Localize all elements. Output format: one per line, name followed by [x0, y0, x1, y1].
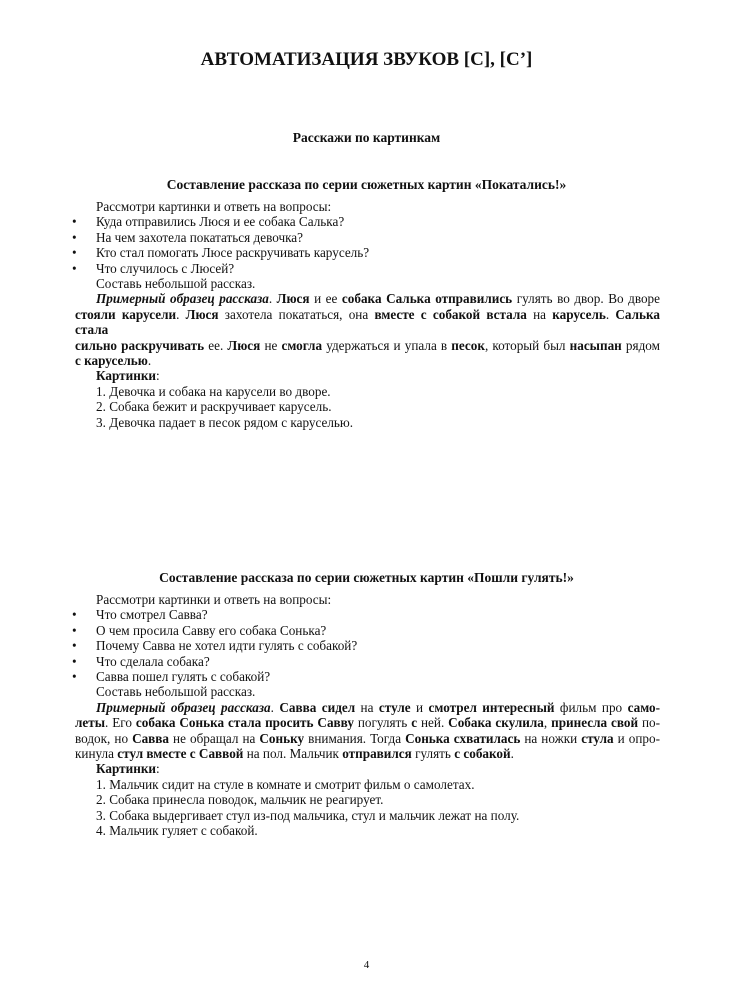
picture-item: 1. Девочка и собака на карусели во дворе. [96, 383, 331, 399]
bullet-icon: • [72, 669, 77, 685]
bullet-icon: • [72, 214, 77, 230]
story-bold-text: леты [75, 715, 106, 731]
picture-item: 3. Девочка падает в песок рядом с каруселью. [96, 414, 354, 430]
bullet-icon: • [72, 653, 77, 669]
story-text: . [268, 291, 277, 307]
question-text: Что смотрел Савва? [96, 607, 208, 623]
story-bold-text: Соньку [259, 730, 305, 746]
story-text: захотела покататься, она [218, 306, 375, 322]
story-bold-text: Люся [185, 306, 219, 322]
questions-intro: Рассмотри картинки и ответь на вопросы: [96, 592, 332, 607]
section-heading-1: Составление рассказа по серии сюжетных картин «Покатались!» [166, 177, 567, 192]
story-text: на пол. Мальчик [243, 746, 343, 762]
story-text: внимания. Тогда [304, 730, 406, 746]
story-text: на ножки [520, 730, 582, 746]
story-text: не [260, 337, 282, 353]
story-bold-text: само- [627, 699, 660, 715]
question-text: Кто стал помогать Люсе раскручивать карусель? [96, 245, 370, 261]
story-bold-text: Примерный образец рассказа [96, 291, 269, 307]
story-bold-text: смотрел интересный [428, 699, 555, 715]
task-text: Составь небольшой рассказ. [96, 684, 256, 700]
bullet-icon: • [72, 229, 77, 245]
story-line [75, 715, 660, 730]
page-number: 4 [363, 959, 370, 971]
question-text: Что случилось с Люсей? [96, 260, 235, 276]
picture-item: 1. Мальчик сидит на стуле в комнате и смотрит фильм о самолетах. [96, 776, 475, 792]
bullet-icon: • [72, 638, 77, 654]
story-text: . [605, 306, 616, 322]
picture-item: 2. Собака бежит и раскручивает карусель. [96, 399, 332, 415]
questions-intro: Рассмотри картинки и ответь на вопросы: [96, 199, 332, 214]
story-text: по- [638, 715, 661, 731]
question-item [72, 622, 660, 638]
story-bold-text: сильно раскручивать [75, 337, 205, 353]
story-bold-text: Собака скулила [448, 715, 544, 731]
question-item [72, 214, 660, 230]
story-text: . [510, 746, 514, 762]
bullet-icon: • [72, 607, 77, 623]
story-text: погулять [353, 715, 412, 731]
story-bold-text: собака Сонька стала просить Савву [135, 715, 354, 731]
pictures-label-text: Картинки [96, 761, 157, 777]
story-text: ее. [204, 337, 228, 353]
story-line [75, 291, 660, 306]
story-text: гулять во двор. Во дворе [512, 291, 661, 307]
question-text: О чем просила Савву его собака Сонька? [96, 622, 327, 638]
story-line [75, 307, 660, 338]
story-text: и ее [309, 291, 342, 307]
story-text: . [147, 353, 152, 369]
story-text: гулять [411, 746, 455, 762]
story-bold-text: с каруселью [75, 353, 148, 369]
story-text: ней. [417, 715, 449, 731]
story-line [75, 353, 660, 368]
story-text: водок, но [75, 730, 133, 746]
story-bold-text: Савва [132, 730, 170, 746]
picture-item: 2. Собака принесла поводок, мальчик не реагирует. [96, 792, 384, 808]
question-item [72, 260, 660, 276]
question-item [72, 653, 660, 669]
story-bold-text: Примерный образец рассказа [96, 699, 271, 715]
story-line [75, 700, 660, 715]
story-bold-text: с [411, 715, 418, 731]
story-line [75, 731, 660, 746]
story-bold-text: вместе с собакой встала [374, 306, 527, 322]
story-bold-text: насыпан [569, 337, 622, 353]
story-text: кинула [75, 746, 118, 762]
story-bold-text: Люся [227, 337, 261, 353]
story-text: . [176, 306, 186, 322]
picture-item: 3. Собака выдергивает стул из-под мальчика, стул и мальчик лежат на полу. [96, 807, 520, 823]
story-text: не обращал на [169, 730, 260, 746]
pictures-label-text: Картинки [96, 368, 157, 384]
bullet-icon: • [72, 245, 77, 261]
story-text: и [410, 699, 429, 715]
question-item [72, 607, 660, 623]
story-text: . [270, 699, 280, 715]
story-bold-text: песок [451, 337, 485, 353]
question-text: Почему Савва не хотел идти гулять с собакой? [96, 638, 358, 654]
story-bold-text: стул вместе с Саввой [117, 746, 244, 762]
question-text: Куда отправились Люся и ее собака Салька? [96, 214, 345, 230]
task-text: Составь небольшой рассказ. [96, 276, 256, 292]
question-item [72, 245, 660, 261]
question-item [72, 229, 660, 245]
story-text: на [526, 306, 553, 322]
subtitle: Расскажи по картинкам [292, 130, 441, 145]
section-1-body [72, 199, 661, 430]
story-bold-text: стула [581, 730, 614, 746]
question-item [72, 638, 660, 654]
page-title: АВТОМАТИЗАЦИЯ ЗВУКОВ [С], [С’] [200, 49, 533, 70]
story-bold-text: Люся [276, 291, 310, 307]
question-text: Савва пошел гулять с собакой? [96, 669, 271, 685]
picture-item: 4. Мальчик гуляет с собакой. [96, 823, 258, 839]
bullet-icon: • [72, 260, 77, 276]
story-text: , который был [484, 337, 570, 353]
story-bold-text: принесла свой [551, 715, 639, 731]
story-bold-text: карусель [552, 306, 606, 322]
story-text: на [355, 699, 379, 715]
question-text: На чем захотела покататься девочка? [96, 229, 304, 245]
story-bold-text: с собакой [454, 746, 511, 762]
story-text: рядом [621, 337, 660, 353]
story-line [75, 746, 660, 761]
question-item [72, 669, 660, 685]
story-bold-text: Сонька схватилась [405, 730, 521, 746]
pictures-label: Картинки: [96, 761, 160, 777]
story-bold-text: Савва сидел [279, 699, 356, 715]
bullet-icon: • [72, 622, 77, 638]
story-text: удержаться и упала в [322, 337, 452, 353]
story-line [75, 338, 660, 353]
story-bold-text: стояли карусели [75, 306, 177, 322]
story-bold-text: Салька стала [75, 306, 660, 338]
story-text: фильм про [554, 699, 628, 715]
story-bold-text: собака Салька отправились [341, 291, 513, 307]
story-text: и опро- [613, 730, 660, 746]
question-text: Что сделала собака? [96, 653, 210, 669]
section-heading-2: Составление рассказа по серии сюжетных картин «Пошли гулять!» [159, 570, 574, 585]
section-2-body [72, 592, 661, 839]
pictures-label: Картинки: [96, 368, 160, 384]
story-bold-text: отправился [342, 746, 412, 762]
story-bold-text: стуле [378, 699, 411, 715]
story-bold-text: смогла [281, 337, 323, 353]
story-text: . Его [105, 715, 136, 731]
story-text: , [543, 715, 552, 731]
